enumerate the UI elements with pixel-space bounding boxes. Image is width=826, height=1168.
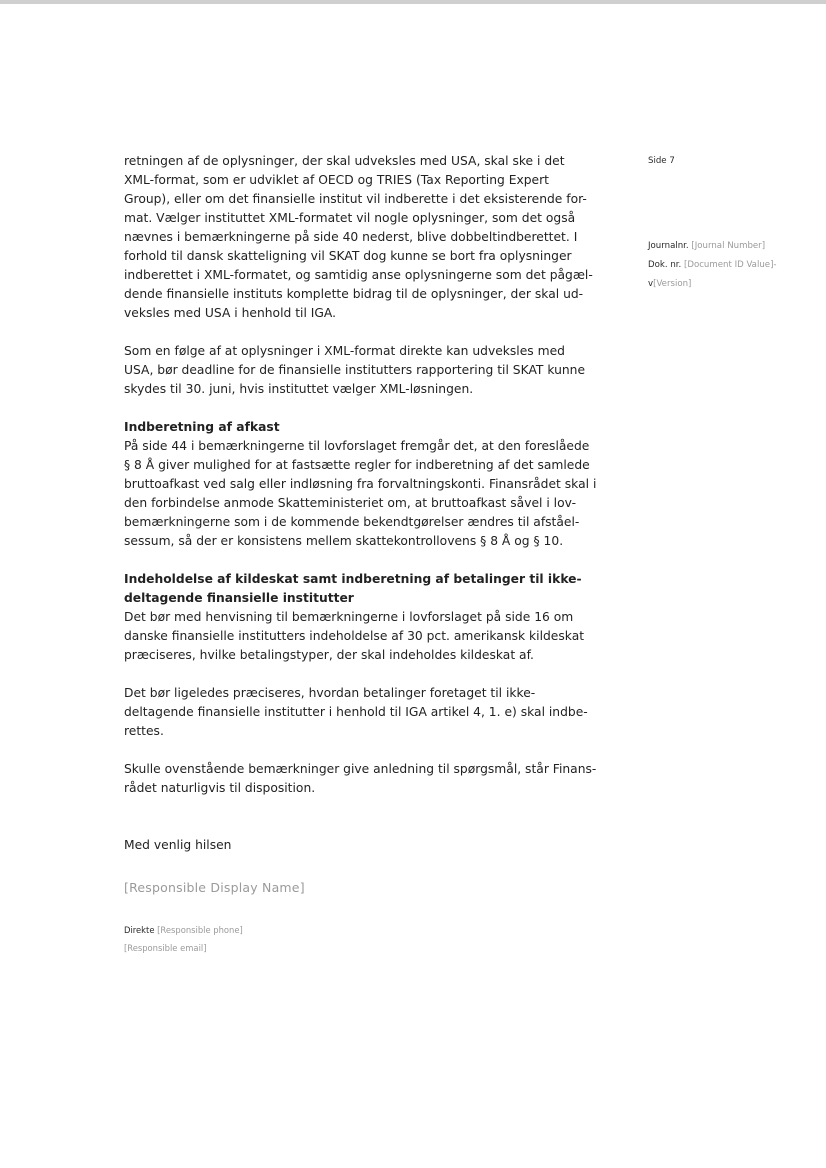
- paragraph-questions: Skulle ovenstående bemærkninger give anledning til spørgsmål, står Finans- rådet naturligvis til disposition.: [124, 762, 597, 795]
- document-id-value: [Document ID Value]-: [683, 260, 777, 270]
- version-prefix: v: [648, 279, 654, 289]
- document-sidebar: [648, 152, 818, 294]
- section-afkast: [124, 418, 609, 551]
- paragraph-xml-format: retningen af de oplysninger, der skal udveksles med USA, skal ske i det XML-format, som er udviklet af OECD og TRIES (Tax Reporting Expert Group), eller om det finansielle institut vil indberette i det eksisterende for- mat. Vælger instituttet XML-formatet vil nogle oplysninger, som det også nævnes i bemærkningerne på side 40 nederst, blive dobbeltindberettet. I forhold til dansk skatteligning vil SKAT dog kunne se bort fra oplysninger indberettet i XML-formatet, og samtidig anse oplysningerne som det pågæl- dende finansielle instituts komplette bidrag til de oplysninger, der skal ud- veksles med USA i henhold til IGA.: [124, 154, 593, 320]
- journal-value: [Journal Number]: [691, 241, 766, 251]
- letter-body: [124, 152, 609, 874]
- section-kildeskat: [124, 570, 609, 665]
- paragraph-kildeskat: Det bør med henvisning til bemærkningerne i lovforslaget på side 16 om danske finansielle institutters indeholdelse af 30 pct. amerikansk kildeskat præciseres, hvilke betalingstyper, der skal indeholdes kildeskat af.: [124, 610, 585, 662]
- journal-label: Journalnr.: [648, 241, 689, 251]
- document-id-label: Dok. nr.: [648, 260, 682, 270]
- email-value: [Responsible email]: [124, 943, 207, 953]
- contact-details: [124, 921, 243, 957]
- closing-greeting: Med venlig hilsen: [124, 838, 232, 852]
- version-line: [648, 275, 818, 294]
- heading-indberetning-af-afkast: Indberetning af afkast: [124, 420, 280, 434]
- journal-number-line: [648, 237, 818, 256]
- direct-label: Direkte: [124, 925, 155, 935]
- paragraph-afkast: På side 44 i bemærkningerne til lovforslaget fremgår det, at den foreslåede § 8 Å giver mulighed for at fastsætte regler for indberetning af det samlede bruttoafkast ved salg eller indløsning fra forvaltningskonti. Finansrådet skal i den forbindelse anmode Skatteministeriet om, at bruttoafkast såvel i lov- bemærkningerne som i de kommende bekendtgørelser ændres til afståel- sessum, så der er konsistens mellem skattekontrollovens § 8 Å og § 10.: [124, 439, 597, 548]
- version-value: [Version]: [653, 279, 692, 289]
- page-number: Side 7: [648, 156, 675, 166]
- paragraph-betalinger: Det bør ligeledes præciseres, hvordan betalinger foretaget til ikke- deltagende finansielle institutter i henhold til IGA artikel 4, 1. e) skal indbe- rettes.: [124, 686, 588, 738]
- signatory-name: [Responsible Display Name]: [124, 880, 305, 895]
- direct-phone-line: [124, 921, 243, 939]
- heading-kildeskat: Indeholdelse af kildeskat samt indberetning af betalinger til ikke- deltagende finansielle institutter: [124, 572, 582, 605]
- phone-value: [Responsible phone]: [157, 925, 243, 935]
- top-border: [0, 0, 826, 4]
- document-id-line: [648, 256, 818, 275]
- paragraph-deadline: Som en følge af at oplysninger i XML-format direkte kan udveksles med USA, bør deadline for de finansielle institutters rapportering til SKAT kunne skydes til 30. juni, hvis instituttet vælger XML-løsningen.: [124, 344, 586, 396]
